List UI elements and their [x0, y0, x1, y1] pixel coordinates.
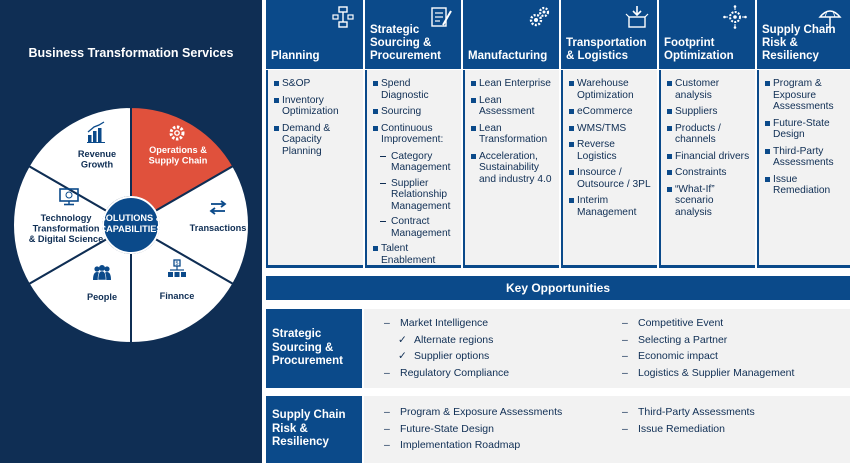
column-item: Program & Exposure Assessments [765, 78, 847, 113]
column-item: Issue Remediation [765, 174, 847, 197]
column-body-5 [659, 70, 755, 268]
opportunity-row-title: Supply Chain Risk & Resiliency [266, 396, 362, 463]
column-title: Supply Chain Risk & Resiliency [762, 24, 836, 62]
column-item: Lean Assessment [471, 95, 556, 118]
column-item: Third-Party Assessments [765, 146, 847, 169]
column-item: Acceleration, Sustainability and industry 4.0 [471, 151, 556, 186]
column-title: Strategic Sourcing & Procurement [370, 24, 441, 62]
column-item: Future-State Design [765, 118, 847, 141]
opportunity-item: – Logistics & Supplier Management [622, 365, 794, 382]
column-item: Reverse Logistics [569, 139, 654, 162]
column-sub-item: Category Management [373, 151, 458, 174]
opportunity-check-item: ✓ Alternate regions [384, 332, 509, 349]
column-title: Transportation & Logistics [566, 37, 647, 62]
gears-icon [527, 5, 551, 29]
column-item: “What-If” scenario analysis [667, 184, 752, 219]
opportunity-check-item: ✓ Supplier options [384, 348, 509, 365]
panel-title: Business Transformation Services [28, 46, 234, 60]
column-item: Constraints [667, 167, 752, 179]
column-item: Suppliers [667, 106, 752, 118]
wheel-segment-label: Finance [159, 291, 195, 301]
umbrella-icon [818, 5, 842, 29]
column-item: Interim Management [569, 195, 654, 218]
opportunity-item: – Economic impact [622, 348, 794, 365]
opportunity-item: – Program & Exposure Assessments [384, 404, 562, 421]
column-item: Financial drivers [667, 151, 752, 163]
opportunity-left-list [384, 404, 562, 454]
box-arrow-icon [625, 5, 649, 29]
document-edit-icon [429, 5, 453, 29]
column-body-3 [463, 70, 559, 268]
services-wheel [6, 100, 256, 350]
wheel-segment-label: Growth [80, 159, 114, 170]
opportunity-item: – Competitive Event [622, 315, 794, 332]
network-gear-icon [723, 5, 747, 29]
opportunity-item: – Implementation Roadmap [384, 437, 562, 454]
column-item: Insource / Outsource / 3PL [569, 167, 654, 190]
column-item: Products / channels [667, 123, 752, 146]
column-header-1 [266, 0, 363, 69]
column-item: Talent Enablement [373, 243, 458, 266]
people-icon [93, 265, 111, 280]
opportunity-item: – Issue Remediation [622, 421, 755, 438]
wheel-segment-label: Revenue [77, 149, 117, 159]
column-item: eCommerce [569, 106, 654, 118]
opportunity-left-list [384, 315, 509, 381]
wheel-segment-label: People [86, 292, 118, 302]
opportunity-right-list [622, 404, 755, 437]
column-item: Lean Transformation [471, 123, 556, 146]
opportunity-item: – Future-State Design [384, 421, 562, 438]
column-header-4 [561, 0, 657, 69]
wheel-segment-label: Technology [40, 213, 92, 223]
opportunity-row-body [364, 396, 850, 463]
opportunity-right-list [622, 315, 794, 381]
column-title: Planning [271, 50, 320, 62]
column-item: Warehouse Optimization [569, 78, 654, 101]
column-item: Sourcing [373, 106, 458, 118]
column-body-2 [365, 70, 461, 268]
column-header-6 [757, 0, 850, 69]
wheel-segment-label: Transactions [189, 223, 247, 233]
opportunity-row-title: Strategic Sourcing & Procurement [266, 309, 362, 388]
column-item: Customer analysis [667, 78, 752, 101]
opportunity-item: – Selecting a Partner [622, 332, 794, 349]
column-item: Demand & Capacity Planning [274, 123, 360, 158]
opportunity-item: – Third-Party Assessments [622, 404, 755, 421]
key-opportunities-banner: Key Opportunities [266, 276, 850, 300]
process-flow-icon [331, 5, 355, 29]
opportunity-row-body [364, 309, 850, 388]
column-header-3 [463, 0, 559, 69]
column-item: Lean Enterprise [471, 78, 556, 90]
column-item: S&OP [274, 78, 360, 90]
column-title: Footprint Optimization [664, 37, 734, 62]
column-body-4 [561, 70, 657, 268]
wheel-segment-label: Operations & [149, 145, 207, 155]
column-item: WMS/TMS [569, 123, 654, 135]
opportunity-item: – Regulatory Compliance [384, 365, 509, 382]
column-header-5 [659, 0, 755, 69]
center-label-line-1: SOLUTIONS & [99, 213, 163, 223]
column-body-1 [266, 70, 363, 268]
wheel-segment-label: Transformation [32, 223, 100, 234]
column-item: Continuous Improvement: [373, 123, 458, 146]
wheel-segment-label: & Digital Science [28, 234, 104, 244]
svg-text:$: $ [175, 260, 179, 267]
column-sub-item: Contract Management [373, 216, 458, 239]
column-item: Inventory Optimization [274, 95, 360, 118]
center-label-line-2: CAPABILITIES [99, 224, 163, 234]
column-sub-item: Supplier Relationship Management [373, 178, 458, 213]
column-header-2 [365, 0, 461, 69]
wheel-segment-label: Supply Chain [148, 155, 208, 166]
opportunity-item: – Market Intelligence [384, 315, 509, 332]
column-title: Manufacturing [468, 50, 548, 62]
column-body-6 [757, 70, 850, 268]
column-item: Spend Diagnostic [373, 78, 458, 101]
